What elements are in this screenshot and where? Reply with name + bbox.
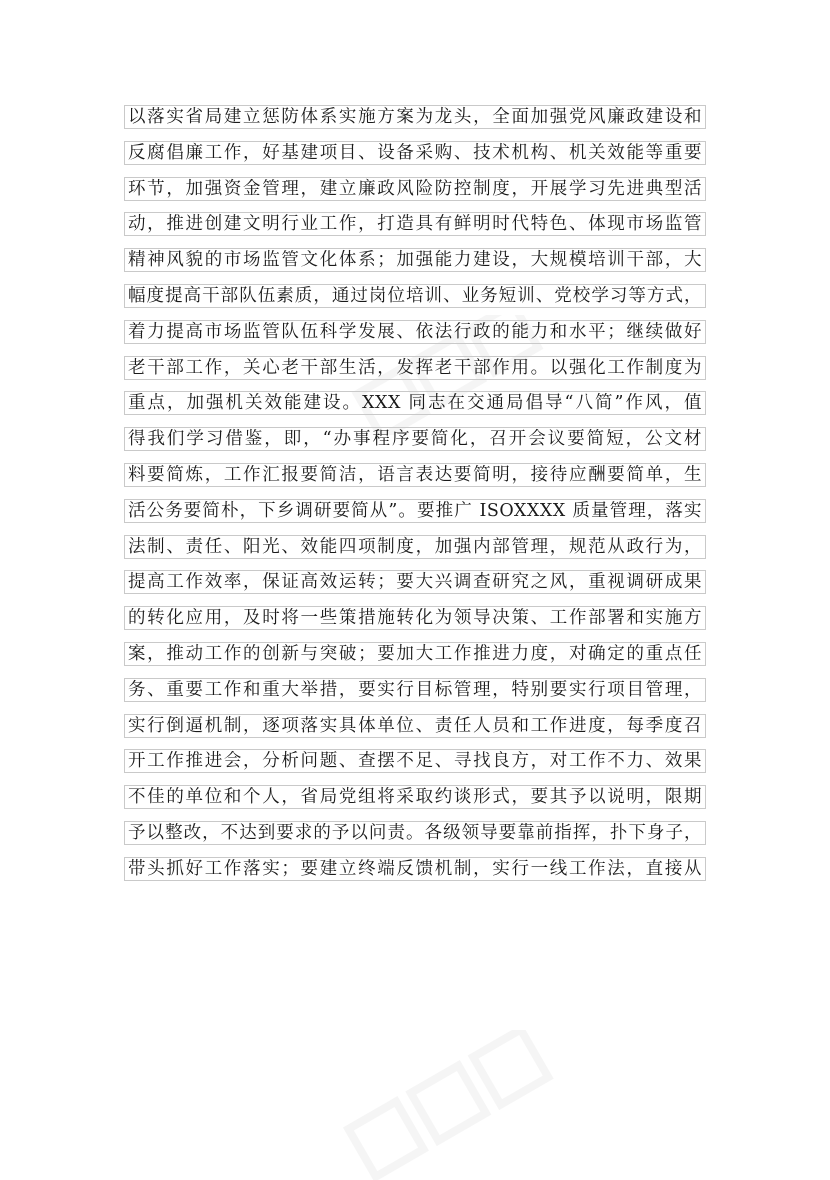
text-line: 的转化应用，及时将一些策措施转化为领导决策、工作部署和实施方 xyxy=(124,606,706,630)
text-line: 开工作推进会，分析问题、查摆不足、寻找良方，对工作不力、效果 xyxy=(124,749,706,773)
watermark-logo-bottom xyxy=(330,1030,570,1180)
document-body xyxy=(124,105,706,893)
text-line: 动，推进创建文明行业工作，打造具有鲜明时代特色、体现市场监管 xyxy=(124,212,706,236)
text-line: 幅度提高干部队伍素质，通过岗位培训、业务短训、党校学习等方式， xyxy=(124,284,706,308)
text-line: 以落实省局建立惩防体系实施方案为龙头，全面加强党风廉政建设和 xyxy=(124,105,706,129)
text-line: 务、重要工作和重大举措，要实行目标管理，特别要实行项目管理， xyxy=(124,678,706,702)
text-line: 法制、责任、阳光、效能四项制度，加强内部管理，规范从政行为， xyxy=(124,535,706,559)
text-line: 重点，加强机关效能建设。XXX 同志在交通局倡导“八简”作风，值 xyxy=(124,391,706,415)
text-line: 不佳的单位和个人，省局党组将采取约谈形式，要其予以说明，限期 xyxy=(124,785,706,809)
text-line: 案，推动工作的创新与突破；要加大工作推进力度，对确定的重点任 xyxy=(124,642,706,666)
text-line: 实行倒逼机制，逐项落实具体单位、责任人员和工作进度，每季度召 xyxy=(124,714,706,738)
text-line: 活公务要简朴，下乡调研要简从”。要推广 ISOXXXX 质量管理，落实 xyxy=(124,499,706,523)
text-line: 予以整改，不达到要求的予以问责。各级领导要靠前指挥，扑下身子， xyxy=(124,821,706,845)
text-line: 环节，加强资金管理，建立廉政风险防控制度，开展学习先进典型活 xyxy=(124,177,706,201)
text-line: 得我们学习借鉴，即，“办事程序要简化，召开会议要简短，公文材 xyxy=(124,427,706,451)
text-line: 着力提高市场监管队伍科学发展、依法行政的能力和水平；继续做好 xyxy=(124,320,706,344)
text-line: 料要简炼，工作汇报要简洁，语言表达要简明，接待应酬要简单，生 xyxy=(124,463,706,487)
text-line: 提高工作效率，保证高效运转；要大兴调查研究之风，重视调研成果 xyxy=(124,570,706,594)
text-line: 带头抓好工作落实；要建立终端反馈机制，实行一线工作法，直接从 xyxy=(124,857,706,881)
text-line: 老干部工作，关心老干部生活，发挥老干部作用。以强化工作制度为 xyxy=(124,356,706,380)
text-line: 反腐倡廉工作，好基建项目、设备采购、技术机构、机关效能等重要 xyxy=(124,141,706,165)
text-line: 精神风貌的市场监管文化体系；加强能力建设，大规模培训干部，大 xyxy=(124,248,706,272)
